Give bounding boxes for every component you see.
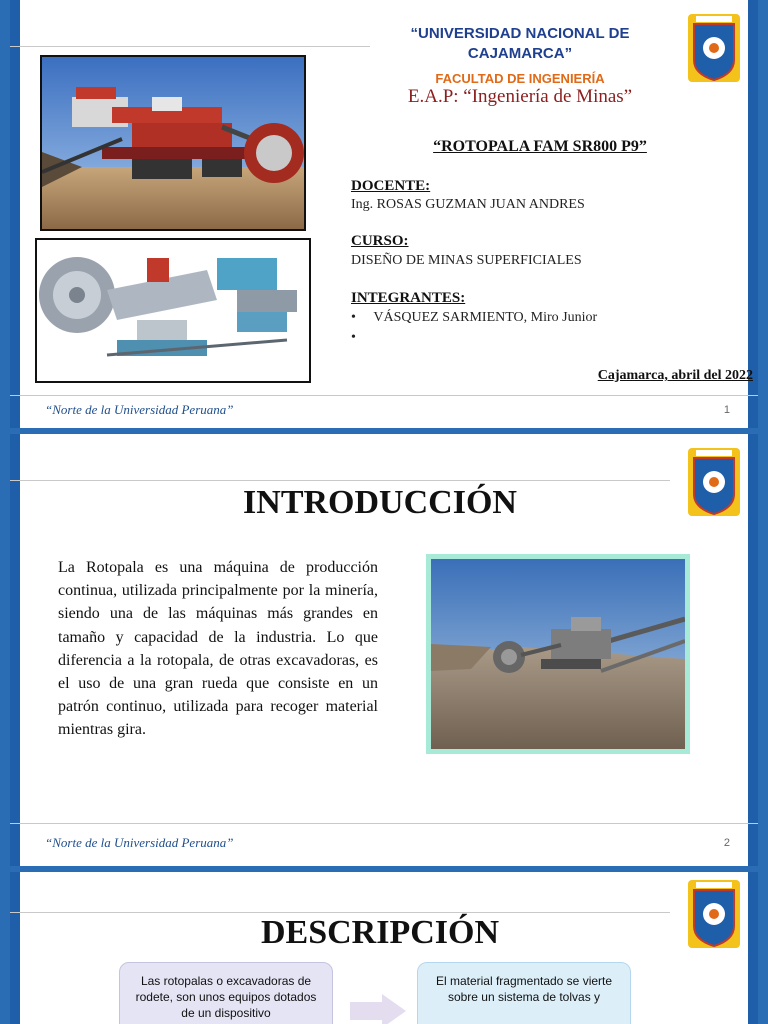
slide-2	[10, 434, 758, 866]
slide-heading: INTRODUCCIÓN	[243, 484, 517, 521]
footer-line	[10, 395, 758, 396]
slide-edge-right	[748, 0, 758, 428]
university-name: “UNIVERSIDAD NACIONAL DE CAJAMARCA”	[410, 25, 630, 62]
course-label: CURSO:	[351, 233, 409, 249]
rotopala-field-photo	[426, 554, 690, 754]
slide-edge-left	[10, 872, 20, 1024]
member-item: •	[351, 330, 374, 345]
intro-paragraph: La Rotopala es una máquina de producción continua, utilizada principalmente por la minería, siendo una de las máquinas más grandes en tamaño y capacidad de la industria. Lo que diferencia a la rotopala, de otras excavadoras, es el uso de una gran rueda que consiste en un patrón continuo, utilizada para recoger material mientras gira.	[58, 559, 378, 739]
footer-motto: “Norte de la Universidad Peruana”	[45, 402, 234, 417]
teacher-name: Ing. ROSAS GUZMAN JUAN ANDRES	[351, 197, 585, 212]
school-name: E.A.P: “Ingeniería de Minas”	[407, 86, 633, 107]
page-number: 2	[723, 837, 730, 849]
divider-line	[10, 912, 670, 913]
faculty-name: FACULTAD DE INGENIERÍA	[435, 71, 605, 86]
slide-3	[10, 872, 758, 1024]
project-title: “ROTOPALA FAM SR800 P9”	[433, 138, 647, 155]
slide-edge-right	[748, 872, 758, 1024]
university-seal-icon	[688, 880, 740, 948]
description-box-right: El material fragmentado se vierte sobre un sistema de tolvas y	[417, 962, 631, 1024]
teacher-label: DOCENTE:	[351, 178, 431, 194]
arrow-right-icon	[350, 994, 406, 1024]
university-seal-icon	[688, 14, 740, 82]
divider-line	[10, 480, 670, 481]
footer-motto: “Norte de la Universidad Peruana”	[45, 835, 234, 850]
member-name: VÁSQUEZ SARMIENTO, Miro Junior	[373, 310, 598, 325]
divider-line	[10, 46, 370, 47]
slide-1	[10, 0, 758, 428]
members-label: INTEGRANTES:	[351, 290, 466, 306]
university-seal-icon	[688, 448, 740, 516]
presentation-date: Cajamarca, abril del 2022	[597, 368, 753, 383]
member-item: • VÁSQUEZ SARMIENTO, Miro Junior	[351, 310, 598, 325]
slide-edge-right	[748, 434, 758, 866]
slide-heading: DESCRIPCIÓN	[260, 914, 500, 951]
slide-edge-left	[10, 0, 20, 428]
excavator-3d-model	[35, 238, 311, 383]
page-number: 1	[723, 404, 730, 416]
description-box-left: Las rotopalas o excavadoras de rodete, son unos equipos dotados de un dispositivo	[119, 962, 333, 1024]
slide-edge-left	[10, 434, 20, 866]
excavator-photo	[40, 55, 306, 231]
course-name: DISEÑO DE MINAS SUPERFICIALES	[351, 253, 582, 268]
footer-line	[10, 823, 758, 824]
